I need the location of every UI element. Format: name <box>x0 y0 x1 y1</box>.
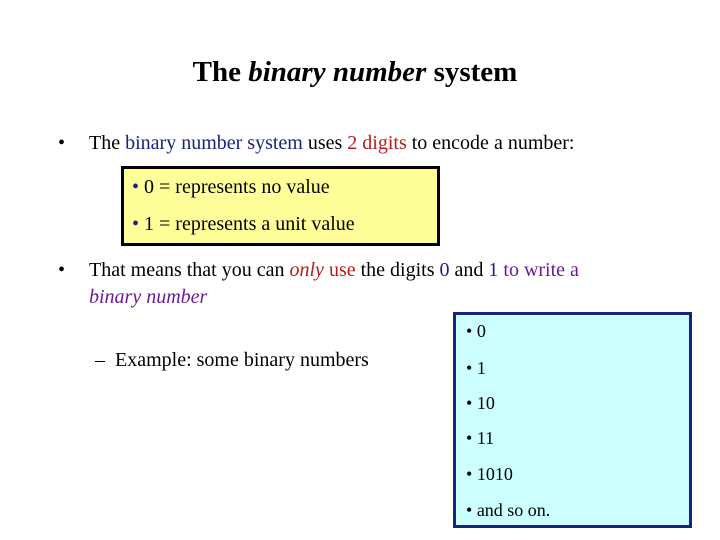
definition-item-0: • 0 = represents no value <box>132 176 330 198</box>
bullet-2-t7: 1 <box>488 259 499 281</box>
bullet-1-t4: 2 digits <box>347 132 407 154</box>
bullet-2-t3: use <box>328 259 356 281</box>
bullet-2-t9: binary number <box>89 286 208 308</box>
example-item-5: • and so on. <box>466 500 551 520</box>
bullet-2-t1: That means that you can <box>89 259 285 281</box>
definition-item-1-text: 1 = represents a unit value <box>144 213 355 235</box>
bullet-1-t5: to encode a number: <box>411 132 575 154</box>
bullet-2-t2: only <box>289 259 324 281</box>
bullet-2-t8: to write a <box>503 259 579 281</box>
bullet-marker-1: • <box>58 132 66 154</box>
example-item-3: • 11 <box>466 428 495 448</box>
example-item-1-text: 1 <box>476 358 486 378</box>
bullet-2-t6: and <box>454 259 484 281</box>
bullet-1-t3: uses <box>307 132 343 154</box>
example-item-0-text: 0 <box>476 321 486 341</box>
bullet-marker-2: • <box>58 259 66 281</box>
bullet-2-t4: the digits <box>360 259 435 281</box>
example-label: Example: some binary numbers <box>115 349 369 371</box>
digits-definition-box <box>121 166 440 246</box>
example-item-1: • 1 <box>466 358 486 378</box>
example-item-3-text: 11 <box>476 428 495 448</box>
example-item-2-text: 10 <box>476 393 495 413</box>
title-part-3: system <box>433 56 518 88</box>
bullet-1-t2: binary number system <box>125 132 303 154</box>
example-item-4-text: 1010 <box>476 464 513 484</box>
example-item-0: • 0 <box>466 321 486 341</box>
bullet-1-t1: The <box>89 132 121 154</box>
example-item-2: • 10 <box>466 393 495 413</box>
bullet-2-line-2 <box>89 284 207 310</box>
title-part-1: The <box>192 56 241 88</box>
definition-item-0-text: 0 = represents no value <box>144 176 330 198</box>
example-item-4: • 1010 <box>466 464 513 484</box>
example-item-5-text: and so on. <box>476 500 551 520</box>
bullet-1-text <box>89 130 574 156</box>
definition-item-1: • 1 = represents a unit value <box>132 213 355 235</box>
bullet-2-t5: 0 <box>439 259 450 281</box>
title-part-2: binary number <box>248 56 427 88</box>
binary-examples-box <box>453 312 692 528</box>
bullet-2-line-1 <box>89 257 579 283</box>
example-line: – Example: some binary numbers <box>95 349 369 371</box>
slide-title <box>0 52 710 92</box>
